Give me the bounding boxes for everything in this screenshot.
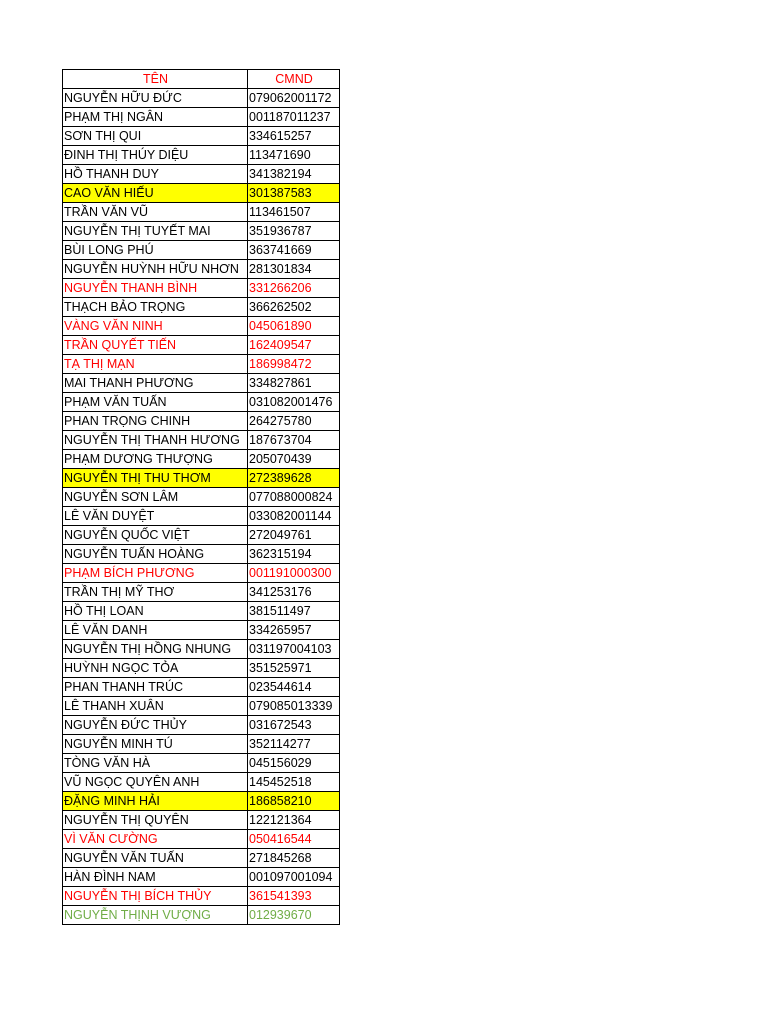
table-row (63, 336, 340, 355)
name-cell[interactable]: PHAN TRỌNG CHINH (63, 412, 248, 431)
name-cell[interactable]: LÊ VĂN DUYỆT (63, 507, 248, 526)
id-number-cell[interactable]: 145452518 (248, 773, 340, 792)
id-number-cell[interactable]: 363741669 (248, 241, 340, 260)
name-cell[interactable]: NGUYỄN QUỐC VIỆT (63, 526, 248, 545)
id-number-cell[interactable]: 205070439 (248, 450, 340, 469)
id-number-cell[interactable]: 050416544 (248, 830, 340, 849)
id-number-cell[interactable]: 187673704 (248, 431, 340, 450)
table-row (63, 564, 340, 583)
table-row (63, 602, 340, 621)
name-cell[interactable]: TẠ THỊ MẠN (63, 355, 248, 374)
name-cell[interactable]: HỒ THỊ LOAN (63, 602, 248, 621)
table-row (63, 735, 340, 754)
name-cell[interactable]: NGUYỄN THỊ TUYẾT MAI (63, 222, 248, 241)
name-cell[interactable]: PHẠM BÍCH PHƯƠNG (63, 564, 248, 583)
name-cell[interactable]: NGUYỄN TUẤN HOÀNG (63, 545, 248, 564)
name-cell[interactable]: ĐINH THỊ THÚY DIỆU (63, 146, 248, 165)
table-row (63, 165, 340, 184)
table-row (63, 184, 340, 203)
name-cell[interactable]: NGUYỄN ĐỨC THỦY (63, 716, 248, 735)
id-number-cell[interactable]: 001187011237 (248, 108, 340, 127)
name-cell[interactable]: THẠCH BẢO TRỌNG (63, 298, 248, 317)
id-number-cell[interactable]: 362315194 (248, 545, 340, 564)
header-id-number[interactable]: CMND (248, 70, 340, 89)
table-row (63, 279, 340, 298)
table-row (63, 317, 340, 336)
table-row (63, 431, 340, 450)
id-number-cell[interactable]: 113461507 (248, 203, 340, 222)
name-cell[interactable]: PHẠM DƯƠNG THƯỢNG (63, 450, 248, 469)
table-row (63, 583, 340, 602)
id-number-cell[interactable]: 271845268 (248, 849, 340, 868)
id-number-cell[interactable]: 272389628 (248, 469, 340, 488)
table-row (63, 640, 340, 659)
table-body (63, 89, 340, 925)
table-row (63, 754, 340, 773)
name-cell[interactable]: CAO VĂN HIẾU (63, 184, 248, 203)
name-cell[interactable]: TRẦN VĂN VŨ (63, 203, 248, 222)
name-cell[interactable]: NGUYỄN HỮU ĐỨC (63, 89, 248, 108)
table-row (63, 621, 340, 640)
table-row (63, 868, 340, 887)
id-number-cell[interactable]: 001191000300 (248, 564, 340, 583)
table-row (63, 260, 340, 279)
name-cell[interactable]: NGUYỄN MINH TÚ (63, 735, 248, 754)
name-cell[interactable]: BÙI LONG PHÚ (63, 241, 248, 260)
table-row (63, 355, 340, 374)
name-cell[interactable]: PHẠM VĂN TUẤN (63, 393, 248, 412)
id-number-cell[interactable]: 381511497 (248, 602, 340, 621)
table-row (63, 792, 340, 811)
id-number-cell[interactable]: 162409547 (248, 336, 340, 355)
table-row (63, 678, 340, 697)
name-cell[interactable]: NGUYỄN THANH BÌNH (63, 279, 248, 298)
name-cell[interactable]: HỒ THANH DUY (63, 165, 248, 184)
name-cell[interactable]: ĐẶNG MINH HẢI (63, 792, 248, 811)
name-cell[interactable]: HÀN ĐÌNH NAM (63, 868, 248, 887)
table-row (63, 697, 340, 716)
name-cell[interactable]: NGUYỄN SƠN LÂM (63, 488, 248, 507)
id-number-cell[interactable]: 077088000824 (248, 488, 340, 507)
name-cell[interactable]: NGUYỄN HUỲNH HỮU NHƠN (63, 260, 248, 279)
table-row (63, 241, 340, 260)
id-number-cell[interactable]: 281301834 (248, 260, 340, 279)
id-number-cell[interactable]: 351936787 (248, 222, 340, 241)
name-cell[interactable]: HUỲNH NGỌC TỎA (63, 659, 248, 678)
table-row (63, 127, 340, 146)
table-row (63, 887, 340, 906)
name-cell[interactable]: PHAN THANH TRÚC (63, 678, 248, 697)
name-cell[interactable]: NGUYỄN THỊ THU THƠM (63, 469, 248, 488)
id-number-cell[interactable]: 001097001094 (248, 868, 340, 887)
table-row (63, 507, 340, 526)
table-row (63, 108, 340, 127)
name-cell[interactable]: LÊ VĂN DANH (63, 621, 248, 640)
name-cell[interactable]: NGUYỄN THỊ THANH HƯƠNG (63, 431, 248, 450)
id-number-cell[interactable]: 366262502 (248, 298, 340, 317)
id-number-cell[interactable]: 079085013339 (248, 697, 340, 716)
id-number-cell[interactable]: 045061890 (248, 317, 340, 336)
name-cell[interactable]: TRẦN QUYẾT TIẾN (63, 336, 248, 355)
id-number-cell[interactable]: 023544614 (248, 678, 340, 697)
id-number-cell[interactable]: 331266206 (248, 279, 340, 298)
id-number-cell[interactable]: 272049761 (248, 526, 340, 545)
name-cell[interactable]: NGUYỄN THỊ BÍCH THỦY (63, 887, 248, 906)
table-row (63, 450, 340, 469)
table-row (63, 203, 340, 222)
id-number-cell[interactable]: 079062001172 (248, 89, 340, 108)
name-cell[interactable]: VŨ NGỌC QUYÊN ANH (63, 773, 248, 792)
id-number-cell[interactable]: 301387583 (248, 184, 340, 203)
table-row (63, 222, 340, 241)
table-row (63, 716, 340, 735)
id-number-cell[interactable]: 186858210 (248, 792, 340, 811)
id-number-cell[interactable]: 334615257 (248, 127, 340, 146)
name-cell[interactable]: TÒNG VĂN HÀ (63, 754, 248, 773)
id-number-cell[interactable]: 341253176 (248, 583, 340, 602)
id-number-cell[interactable]: 012939670 (248, 906, 340, 925)
id-number-cell[interactable]: 122121364 (248, 811, 340, 830)
name-cell[interactable]: NGUYỄN THỊ QUYÊN (63, 811, 248, 830)
name-cell[interactable]: MAI THANH PHƯƠNG (63, 374, 248, 393)
table-row (63, 488, 340, 507)
table-row (63, 469, 340, 488)
table-row (63, 393, 340, 412)
table-row (63, 146, 340, 165)
id-number-cell[interactable]: 341382194 (248, 165, 340, 184)
header-row (63, 70, 340, 89)
table-row (63, 773, 340, 792)
name-cell[interactable]: NGUYỄN VĂN TUẤN (63, 849, 248, 868)
id-number-cell[interactable]: 351525971 (248, 659, 340, 678)
name-cell[interactable]: NGUYỄN THỊNH VƯỢNG (63, 906, 248, 925)
id-number-cell[interactable]: 033082001144 (248, 507, 340, 526)
id-number-cell[interactable]: 361541393 (248, 887, 340, 906)
id-number-cell[interactable]: 031082001476 (248, 393, 340, 412)
id-number-cell[interactable]: 352114277 (248, 735, 340, 754)
table-row (63, 830, 340, 849)
name-cell[interactable]: PHẠM THỊ NGÂN (63, 108, 248, 127)
name-cell[interactable]: SƠN THỊ QUI (63, 127, 248, 146)
id-number-cell[interactable]: 334265957 (248, 621, 340, 640)
table-row (63, 412, 340, 431)
table-row (63, 526, 340, 545)
id-number-cell[interactable]: 334827861 (248, 374, 340, 393)
id-number-cell[interactable]: 264275780 (248, 412, 340, 431)
table-row (63, 374, 340, 393)
data-table (62, 69, 340, 925)
table-row (63, 811, 340, 830)
id-number-cell[interactable]: 031197004103 (248, 640, 340, 659)
id-number-cell[interactable]: 031672543 (248, 716, 340, 735)
table-row (63, 545, 340, 564)
table-row (63, 659, 340, 678)
table-row (63, 298, 340, 317)
name-cell[interactable]: VÀNG VĂN NINH (63, 317, 248, 336)
name-cell[interactable]: TRẦN THỊ MỸ THƠ (63, 583, 248, 602)
name-cell[interactable]: LÊ THANH XUÂN (63, 697, 248, 716)
id-number-cell[interactable]: 186998472 (248, 355, 340, 374)
name-cell[interactable]: NGUYỄN THỊ HỒNG NHUNG (63, 640, 248, 659)
table-row (63, 906, 340, 925)
id-number-cell[interactable]: 113471690 (248, 146, 340, 165)
name-cell[interactable]: VÌ VĂN CƯỜNG (63, 830, 248, 849)
header-name[interactable]: TÊN (63, 70, 248, 89)
table-row (63, 849, 340, 868)
id-number-cell[interactable]: 045156029 (248, 754, 340, 773)
table-row (63, 89, 340, 108)
